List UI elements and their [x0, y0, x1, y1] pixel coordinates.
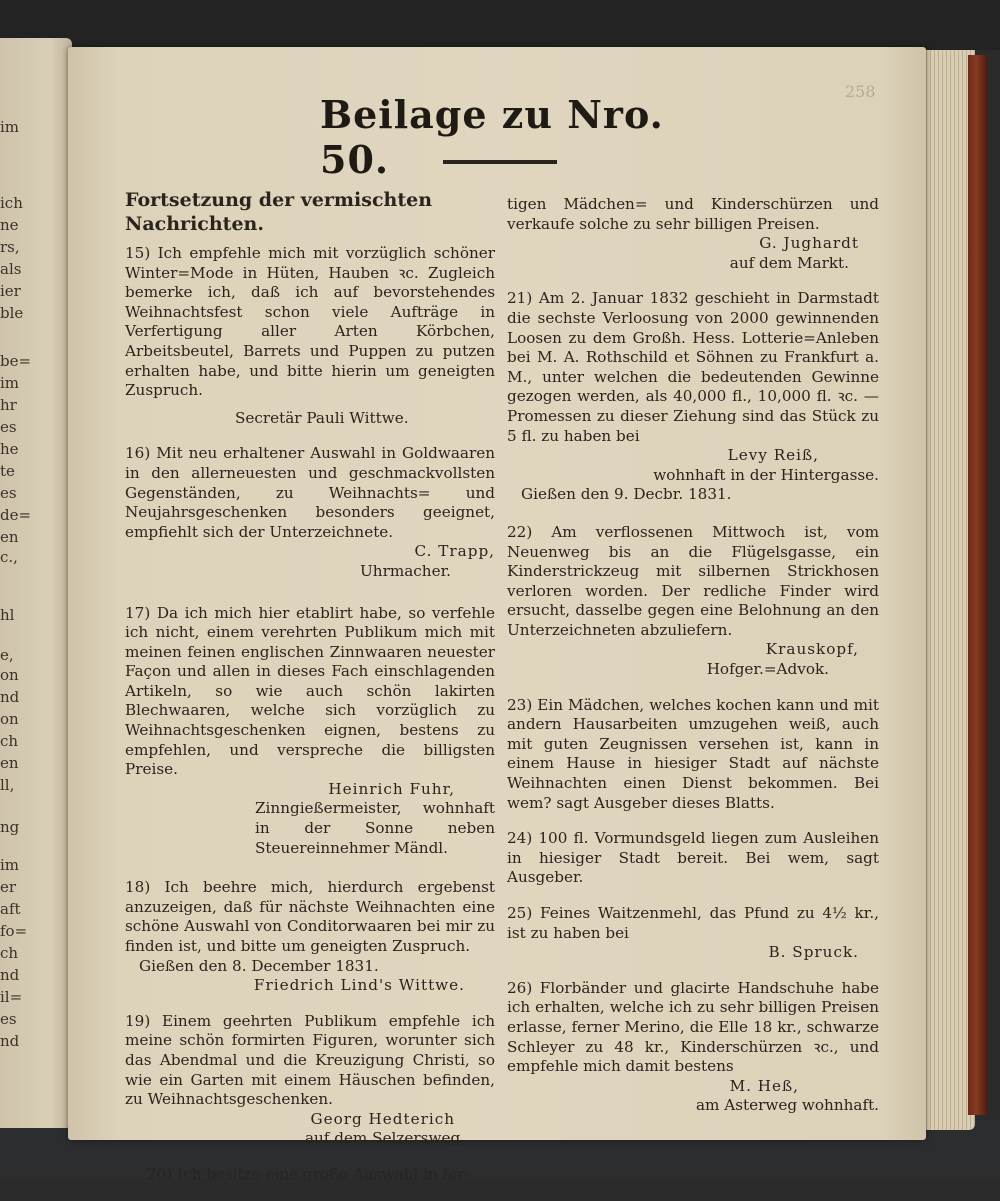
notice-25	[507, 904, 879, 963]
left-page-edge	[0, 38, 72, 1128]
notice-date: Gießen den 8. December 1831.	[139, 956, 379, 975]
notice-text: 21) Am 2. Januar 1832 geschieht in Darmstadt die sechste Verloosung von 2000 gewinnenden Loosen zu dem Großh. Hess. Lotterie=Anleben bei M. A. Rothschild et Söhnen zu Frankfurt a. M., unter welchen die bedeutenden Gewinne gezogen werden, als 40,000 fl., 10,000 fl. ꝛc. — Promessen zu dieser Ziehung sind das Stück zu 5 fl. zu haben bei	[507, 289, 879, 445]
notice-signature: Georg Hedterich	[310, 1109, 455, 1128]
notice-23	[507, 696, 879, 814]
facing-page-fragment: ble	[0, 304, 24, 322]
notice-18	[125, 878, 495, 996]
right-column	[507, 195, 879, 1132]
notice-text: 16) Mit neu erhaltener Auswahl in Goldwaaren in den allerneuesten und geschmackvollsten Gegenständen, zu Weihnachts= und Neujahrsgeschenken besonders geeignet, empfiehlt sich der Unterzeichnete.	[125, 444, 495, 541]
facing-page-fragment: es	[0, 1010, 17, 1028]
facing-page-fragment: nd	[0, 688, 20, 706]
notice-signature: Friedrich Lind's Wittwe.	[253, 976, 465, 995]
page-title: Beilage zu Nro. 50.	[320, 92, 664, 182]
notice-text: 24) 100 fl. Vormundsgeld liegen zum Ausleihen in hiesiger Stadt bereit. Bei wem, sagt Ausgeber.	[507, 829, 879, 887]
facing-page-fragment: aft	[0, 900, 21, 918]
notice-text: 25) Feines Waitzenmehl, das Pfund zu 4½ kr., ist zu haben bei	[507, 904, 879, 942]
facing-page-fragment: e,	[0, 646, 14, 664]
facing-page-fragment: er	[0, 878, 17, 896]
title-rule	[443, 160, 557, 164]
facing-page-fragment: ne	[0, 216, 19, 234]
facing-page-fragment: ich	[0, 194, 23, 212]
facing-page-fragment: im	[0, 118, 20, 136]
notice-signature-line2: Zinngießermeister, wohnhaft in der Sonne neben Steuereinnehmer Mändl.	[255, 799, 495, 857]
notice-text: 26) Florbänder und glacirte Handschuhe habe ich erhalten, welche ich zu sehr billigen Preisen erlasse, ferner Merino, die Elle 18 kr., schwarze Schleyer zu 48 kr., Kinderschürzen ꝛc., und empfehle mich damit bestens	[507, 978, 879, 1076]
notice-signature: Secretär Pauli Wittwe.	[235, 408, 409, 427]
facing-page-fragment: nd	[0, 1032, 20, 1050]
facing-page-fragment: on	[0, 710, 19, 728]
facing-page-fragment: on	[0, 666, 19, 684]
notice-signature: G. Jughardt	[759, 234, 859, 253]
notice-signature: Levy Reiß,	[727, 446, 819, 465]
notice-signature-line2: am Asterweg wohnhaft.	[695, 1096, 879, 1115]
facing-page-fragment: ll,	[0, 776, 15, 794]
notice-15	[125, 244, 495, 428]
facing-page-fragment: es	[0, 484, 17, 502]
notice-signature: Heinrich Fuhr,	[328, 779, 455, 798]
notice-text: 19) Einem geehrten Publikum empfehle ich meine schön formirten Figuren, worunter sich das Abendmal und die Kreuzigung Christi, so wie ein Garten mit einem Häuschen befinden, zu Weihnachtsgeschenken.	[125, 1011, 495, 1109]
facing-page-fragment: de=	[0, 506, 32, 524]
facing-page-fragment: en	[0, 528, 19, 546]
facing-page-fragment: ch	[0, 732, 19, 750]
notice-21	[507, 289, 879, 505]
facing-page-fragment: ng	[0, 818, 20, 836]
facing-page-fragment: als	[0, 260, 22, 278]
facing-page-fragment: c.,	[0, 548, 18, 566]
notice-16	[125, 444, 495, 581]
facing-page-fragment: im	[0, 856, 20, 874]
notice-17	[125, 604, 495, 859]
section-heading: Fortsetzung der vermischten Nachrichten.	[125, 189, 433, 235]
facing-page-fragment: ier	[0, 282, 21, 300]
notice-text: 15) Ich empfehle mich mit vorzüglich schöner Winter=Mode in Hüten, Hauben ꝛc. Zugleich bemerke ich, daß ich auf bevorstehendes Weihnachtsfest schon viele Aufträge in Verfertigung aller Arten Körbchen, Arbeitsbeutel, Barrets und Puppen zu putzen erhalten habe, und bitte hierin um geneigten Zuspruch.	[125, 244, 495, 400]
facing-page-fragment: be=	[0, 352, 32, 370]
background-top	[0, 0, 1000, 50]
notice-text: 20) Ich besitze eine große Auswahl in fer-	[147, 1164, 470, 1183]
notice-signature: C. Trapp,	[414, 542, 495, 561]
notice-signature: B. Spruck.	[768, 943, 859, 962]
notice-text: 18) Ich beehre mich, hierdurch ergebenst anzuzeigen, daß für nächste Weihnachten eine schöne Auswahl von Conditorwaaren bei mir zu finden ist, und bitte um geneigten Zuspruch.	[125, 878, 495, 955]
facing-page-fragment: te	[0, 462, 15, 480]
book-cover	[968, 55, 988, 1115]
facing-page-fragment: hl	[0, 606, 15, 624]
notice-19	[125, 1012, 495, 1149]
facing-page-fragment: im	[0, 374, 20, 392]
notice-signature-line2: wohnhaft in der Hintergasse.	[653, 465, 879, 484]
notice-signature-line2: auf dem Markt.	[729, 253, 849, 272]
notice-text: tigen Mädchen= und Kinderschürzen und verkaufe solche zu sehr billigen Preisen.	[507, 195, 879, 233]
facing-page-fragment: rs,	[0, 238, 20, 256]
notice-20	[125, 1165, 495, 1185]
notice-signature: M. Heß,	[729, 1076, 799, 1095]
facing-page-fragment: es	[0, 418, 17, 436]
notice-signature: Krauskopf,	[765, 640, 859, 659]
notice-text: 17) Da ich mich hier etablirt habe, so verfehle ich nicht, einem verehrten Publikum mich mit meinen feinen englischen Zinnwaaren neuester Façon und allen in dieses Fach einschlagenden Artikeln, so wie auch schön lakirten Blechwaaren, welche sich vorzüglich zu Weihnachtsgeschenken eignen, bestens zu empfehlen, und verspreche die billigsten Preise.	[125, 603, 495, 779]
notice-signature-line2: Hofger.=Advok.	[706, 660, 829, 679]
notice-text: 23) Ein Mädchen, welches kochen kann und mit andern Hausarbeiten umzugehen weiß, auch mit guten Zeugnissen versehen ist, kann in einem Hause in hiesiger Stadt auf nächste Weihnachten einen Dienst bekommen. Bei wem? sagt Ausgeber dieses Blatts.	[507, 695, 879, 812]
facing-page-fragment: en	[0, 754, 19, 772]
notice-signature-line2: auf dem Selzersweg.	[304, 1129, 465, 1148]
facing-page-fragment: nd	[0, 966, 20, 984]
notice-signature-line2: Uhrmacher.	[360, 561, 451, 580]
facing-page-fragment: ch	[0, 944, 19, 962]
page-number: 258	[845, 82, 876, 101]
notice-22	[507, 523, 879, 680]
facing-page-fragment: he	[0, 440, 19, 458]
notice-date: Gießen den 9. Decbr. 1831.	[521, 485, 732, 504]
facing-page-fragment: hr	[0, 396, 17, 414]
facing-page-fragment: il=	[0, 988, 23, 1006]
notice-20-continued	[507, 195, 879, 273]
notice-24	[507, 829, 879, 888]
notice-text: 22) Am verflossenen Mittwoch ist, vom Neuenweg bis an die Flügelsgasse, ein Kinderstrickzeug mit silbernen Strickhosen verloren worden. Der redliche Finder wird ersucht, dasselbe gegen eine Belohnung an den Unterzeichneten abzuliefern.	[507, 522, 879, 639]
facing-page-fragment: fo=	[0, 922, 28, 940]
notice-26	[507, 979, 879, 1116]
left-column	[125, 188, 495, 1201]
